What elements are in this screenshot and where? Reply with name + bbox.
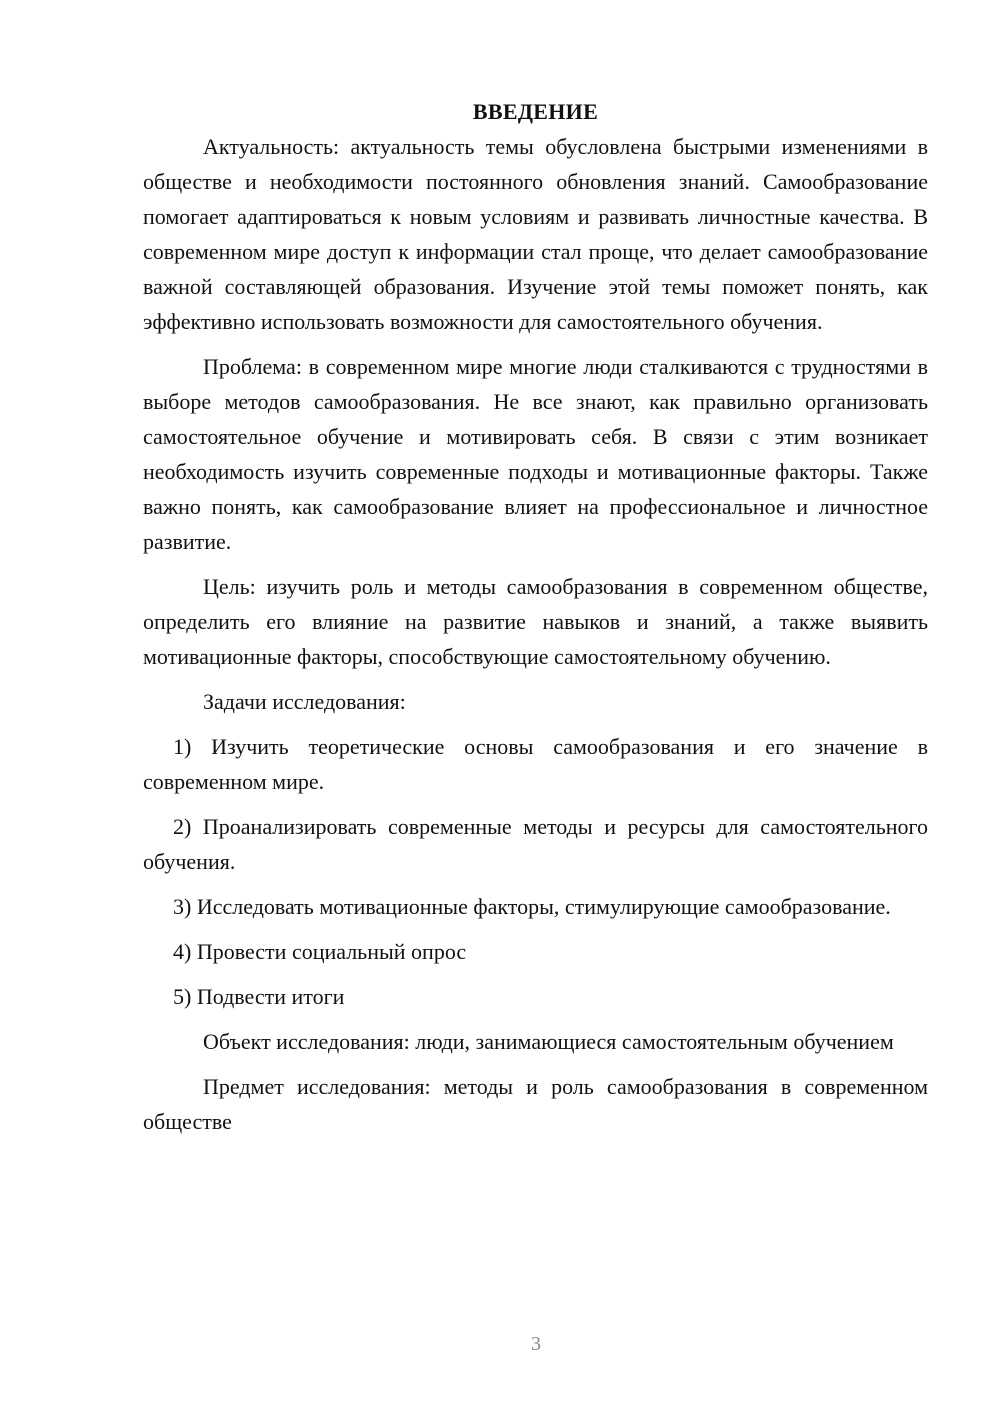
goal-paragraph: Цель: изучить роль и методы самообразования в современном обществе, определить его влияние на развитие навыков и знаний, а также выявить мотивационные факторы, способствующие самостоятельному обучению. bbox=[143, 574, 928, 669]
task-item: 1) Изучить теоретические основы самообразования и его значение в современном мире. bbox=[143, 734, 928, 794]
problem-paragraph: Проблема: в современном мире многие люди сталкиваются с трудностями в выборе методов самообразования. Не все знают, как правильно организовать самостоятельное обучение и мотивировать себя. В связи с этим возникает необходимость изучить современные подходы и мотивационные факторы. Также важно понять, как самообразование влияет на профессиональное и личностное развитие. bbox=[143, 354, 928, 554]
subject-paragraph: Предмет исследования: методы и роль самообразования в современном обществе bbox=[143, 1074, 928, 1134]
task-item: 3) Исследовать мотивационные факторы, стимулирующие самообразование. bbox=[173, 894, 891, 919]
page-title: ВВЕДЕНИЕ bbox=[472, 99, 599, 124]
object-paragraph: Объект исследования: люди, занимающиеся самостоятельным обучением bbox=[203, 1029, 894, 1054]
page-number: 3 bbox=[531, 1333, 541, 1355]
task-item: 4) Провести социальный опрос bbox=[173, 939, 467, 964]
relevance-paragraph: Актуальность: актуальность темы обусловлена быстрыми изменениями в обществе и необходимости постоянного обновления знаний. Самообразование помогает адаптироваться к новым условиям и развивать личностные качества. В современном мире доступ к информации стал проще, что делает самообразование важной составляющей образования. Изучение этой темы поможет понять, как эффективно использовать возможности для самостоятельного обучения. bbox=[143, 134, 928, 334]
task-item: 2) Проанализировать современные методы и ресурсы для самостоятельного обучения. bbox=[143, 814, 928, 874]
tasks-heading: Задачи исследования: bbox=[203, 689, 406, 714]
task-item: 5) Подвести итоги bbox=[173, 984, 345, 1009]
document-page bbox=[143, 94, 928, 1149]
